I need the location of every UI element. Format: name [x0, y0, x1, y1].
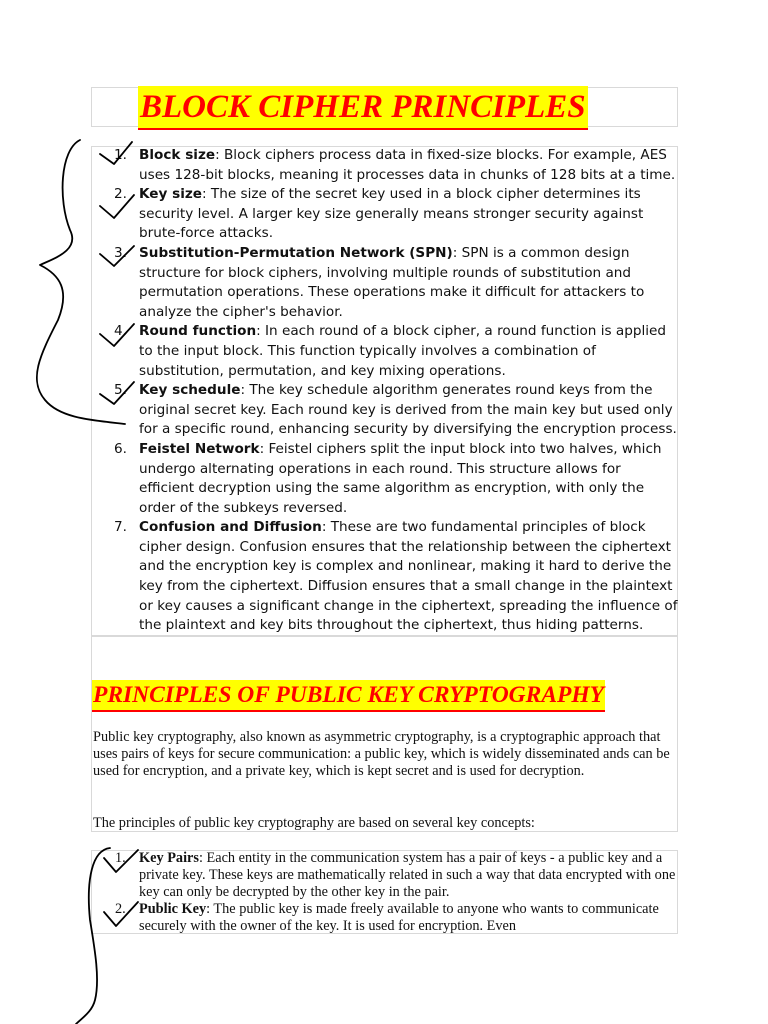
- item-number: 6.: [114, 440, 127, 457]
- item-text: : Feistel ciphers split the input block into two halves, which undergo alternating operations in each round. This structure allows for efficient decryption using the same algorithm as encryption, with only the order of the subkeys reversed.: [139, 440, 662, 516]
- list-item: [100, 146, 680, 185]
- item-number: 4.: [114, 323, 127, 340]
- item-term: Substitution-Permutation Network (SPN): [139, 244, 453, 261]
- list-item: [100, 901, 680, 935]
- item-term: Key size: [139, 186, 202, 203]
- block-cipher-list: [100, 146, 680, 636]
- list-item: [100, 518, 680, 636]
- list-item: [100, 244, 680, 322]
- list-item: [100, 850, 680, 901]
- public-key-list: [100, 850, 680, 935]
- item-text: : The public key is made freely available to anyone who wants to communicate securely with the owner of the key. It is used for encryption. Even: [139, 901, 659, 934]
- item-term: Key Pairs: [139, 850, 199, 866]
- item-term: Public Key: [139, 901, 207, 917]
- item-text: : Each entity in the communication system has a pair of keys - a public key and a private key. These keys are mathematically related in such a way that data encrypted with one key can only be decrypted by the other key in the pair.: [139, 850, 676, 900]
- page-title: BLOCK CIPHER PRINCIPLES: [138, 86, 588, 130]
- item-number: 3.: [114, 244, 127, 261]
- lead-paragraph: The principles of public key cryptography are based on several key concepts:: [93, 815, 535, 831]
- intro-paragraph: Public key cryptography, also known as asymmetric cryptography, is a cryptographic approach that uses pairs of keys for secure communication: a public key, which is widely disseminated ands can be used for encryption, and a private key, which is kept secret and is used for decryption.: [93, 729, 670, 779]
- item-text: : In each round of a block cipher, a round function is applied to the input block. This function typically involves a combination of substitution, permutation, and key mixing operations.: [139, 323, 667, 379]
- item-text: : Block ciphers process data in fixed-size blocks. For example, AES uses 128-bit blocks, meaning it processes data in chunks of 128 bits at a time.: [139, 147, 676, 183]
- item-term: Block size: [139, 147, 216, 163]
- item-number: 2.: [114, 186, 127, 203]
- item-number: 1.: [114, 147, 127, 163]
- item-term: Round function: [139, 323, 257, 340]
- item-number: 5.: [114, 382, 127, 399]
- item-term: Feistel Network: [139, 440, 260, 457]
- item-number: 7.: [114, 519, 127, 536]
- item-text: : The key schedule algorithm generates round keys from the original secret key. Each round key is derived from the main key but used only for a specific round, enhancing security by diversifying the encryption process.: [139, 382, 677, 438]
- section-heading: PRINCIPLES OF PUBLIC KEY CRYPTOGRAPHY: [92, 680, 605, 712]
- list-item: [100, 440, 680, 518]
- item-text: : SPN is a common design structure for block ciphers, involving multiple rounds of substitution and permutation operations. These operations make it difficult for attackers to analyze the cipher's behavior.: [139, 244, 645, 320]
- item-term: Confusion and Diffusion: [139, 519, 322, 536]
- item-term: Key schedule: [139, 382, 241, 399]
- list-item: [100, 381, 680, 440]
- item-text: : The size of the secret key used in a block cipher determines its security level. A larger key size generally means stronger security against brute-force attacks.: [139, 186, 644, 242]
- item-number: 2.: [115, 901, 126, 917]
- item-number: 1.: [115, 850, 126, 866]
- list-item: [100, 322, 680, 381]
- item-text: : These are two fundamental principles of block cipher design. Confusion ensures that the relationship between the ciphertext and the encryption key is complex and nonlinear, making it hard to derive the key from the ciphertext. Diffusion ensures that a small change in the plaintext or key causes a significant change in the ciphertext, spreading the influence of the plaintext and key bits throughout the ciphertext, thus hiding patterns.: [139, 519, 678, 634]
- list-item: [100, 185, 680, 244]
